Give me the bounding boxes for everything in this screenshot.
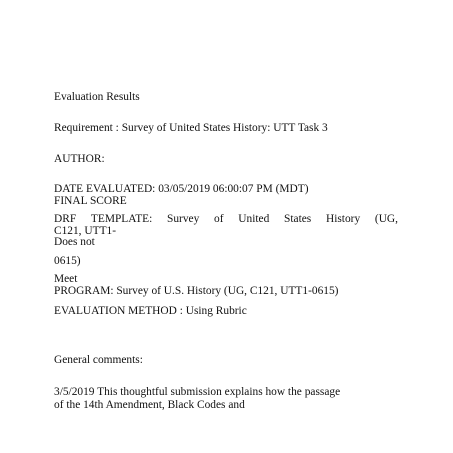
comment-line-2: of the 14th Amendment, Black Codes and bbox=[54, 399, 245, 411]
evaluation-method-line: EVALUATION METHOD : Using Rubric bbox=[54, 305, 247, 317]
comment-line-1: 3/5/2019 This thoughtful submission explains how the passage bbox=[54, 386, 341, 398]
author-label: AUTHOR: bbox=[54, 153, 105, 165]
drf-word: TEMPLATE: bbox=[90, 213, 153, 225]
meet-label: Meet bbox=[54, 273, 78, 285]
drf-word: DRF bbox=[54, 213, 77, 225]
drf-word: (UG, bbox=[374, 213, 398, 225]
program-line: PROGRAM: Survey of U.S. History (UG, C121, UTT1-0615) bbox=[54, 285, 339, 297]
does-not-label: Does not bbox=[54, 236, 95, 248]
final-score-label: FINAL SCORE bbox=[54, 195, 127, 207]
general-comments-label: General comments: bbox=[54, 354, 143, 366]
drf-template-line bbox=[54, 213, 398, 225]
code-suffix: 0615) bbox=[54, 255, 81, 267]
drf-template-continuation: C121, UTT1- bbox=[54, 225, 117, 237]
drf-word: States bbox=[284, 213, 312, 225]
date-evaluated-line: DATE EVALUATED: 03/05/2019 06:00:07 PM (MDT) bbox=[54, 183, 309, 195]
evaluation-results-heading: Evaluation Results bbox=[54, 91, 140, 103]
requirement-line: Requirement : Survey of United States History: UTT Task 3 bbox=[54, 122, 328, 134]
drf-word: History bbox=[325, 213, 361, 225]
drf-word: Survey bbox=[167, 213, 200, 225]
drf-word: of bbox=[214, 213, 224, 225]
drf-word: United bbox=[238, 213, 270, 225]
